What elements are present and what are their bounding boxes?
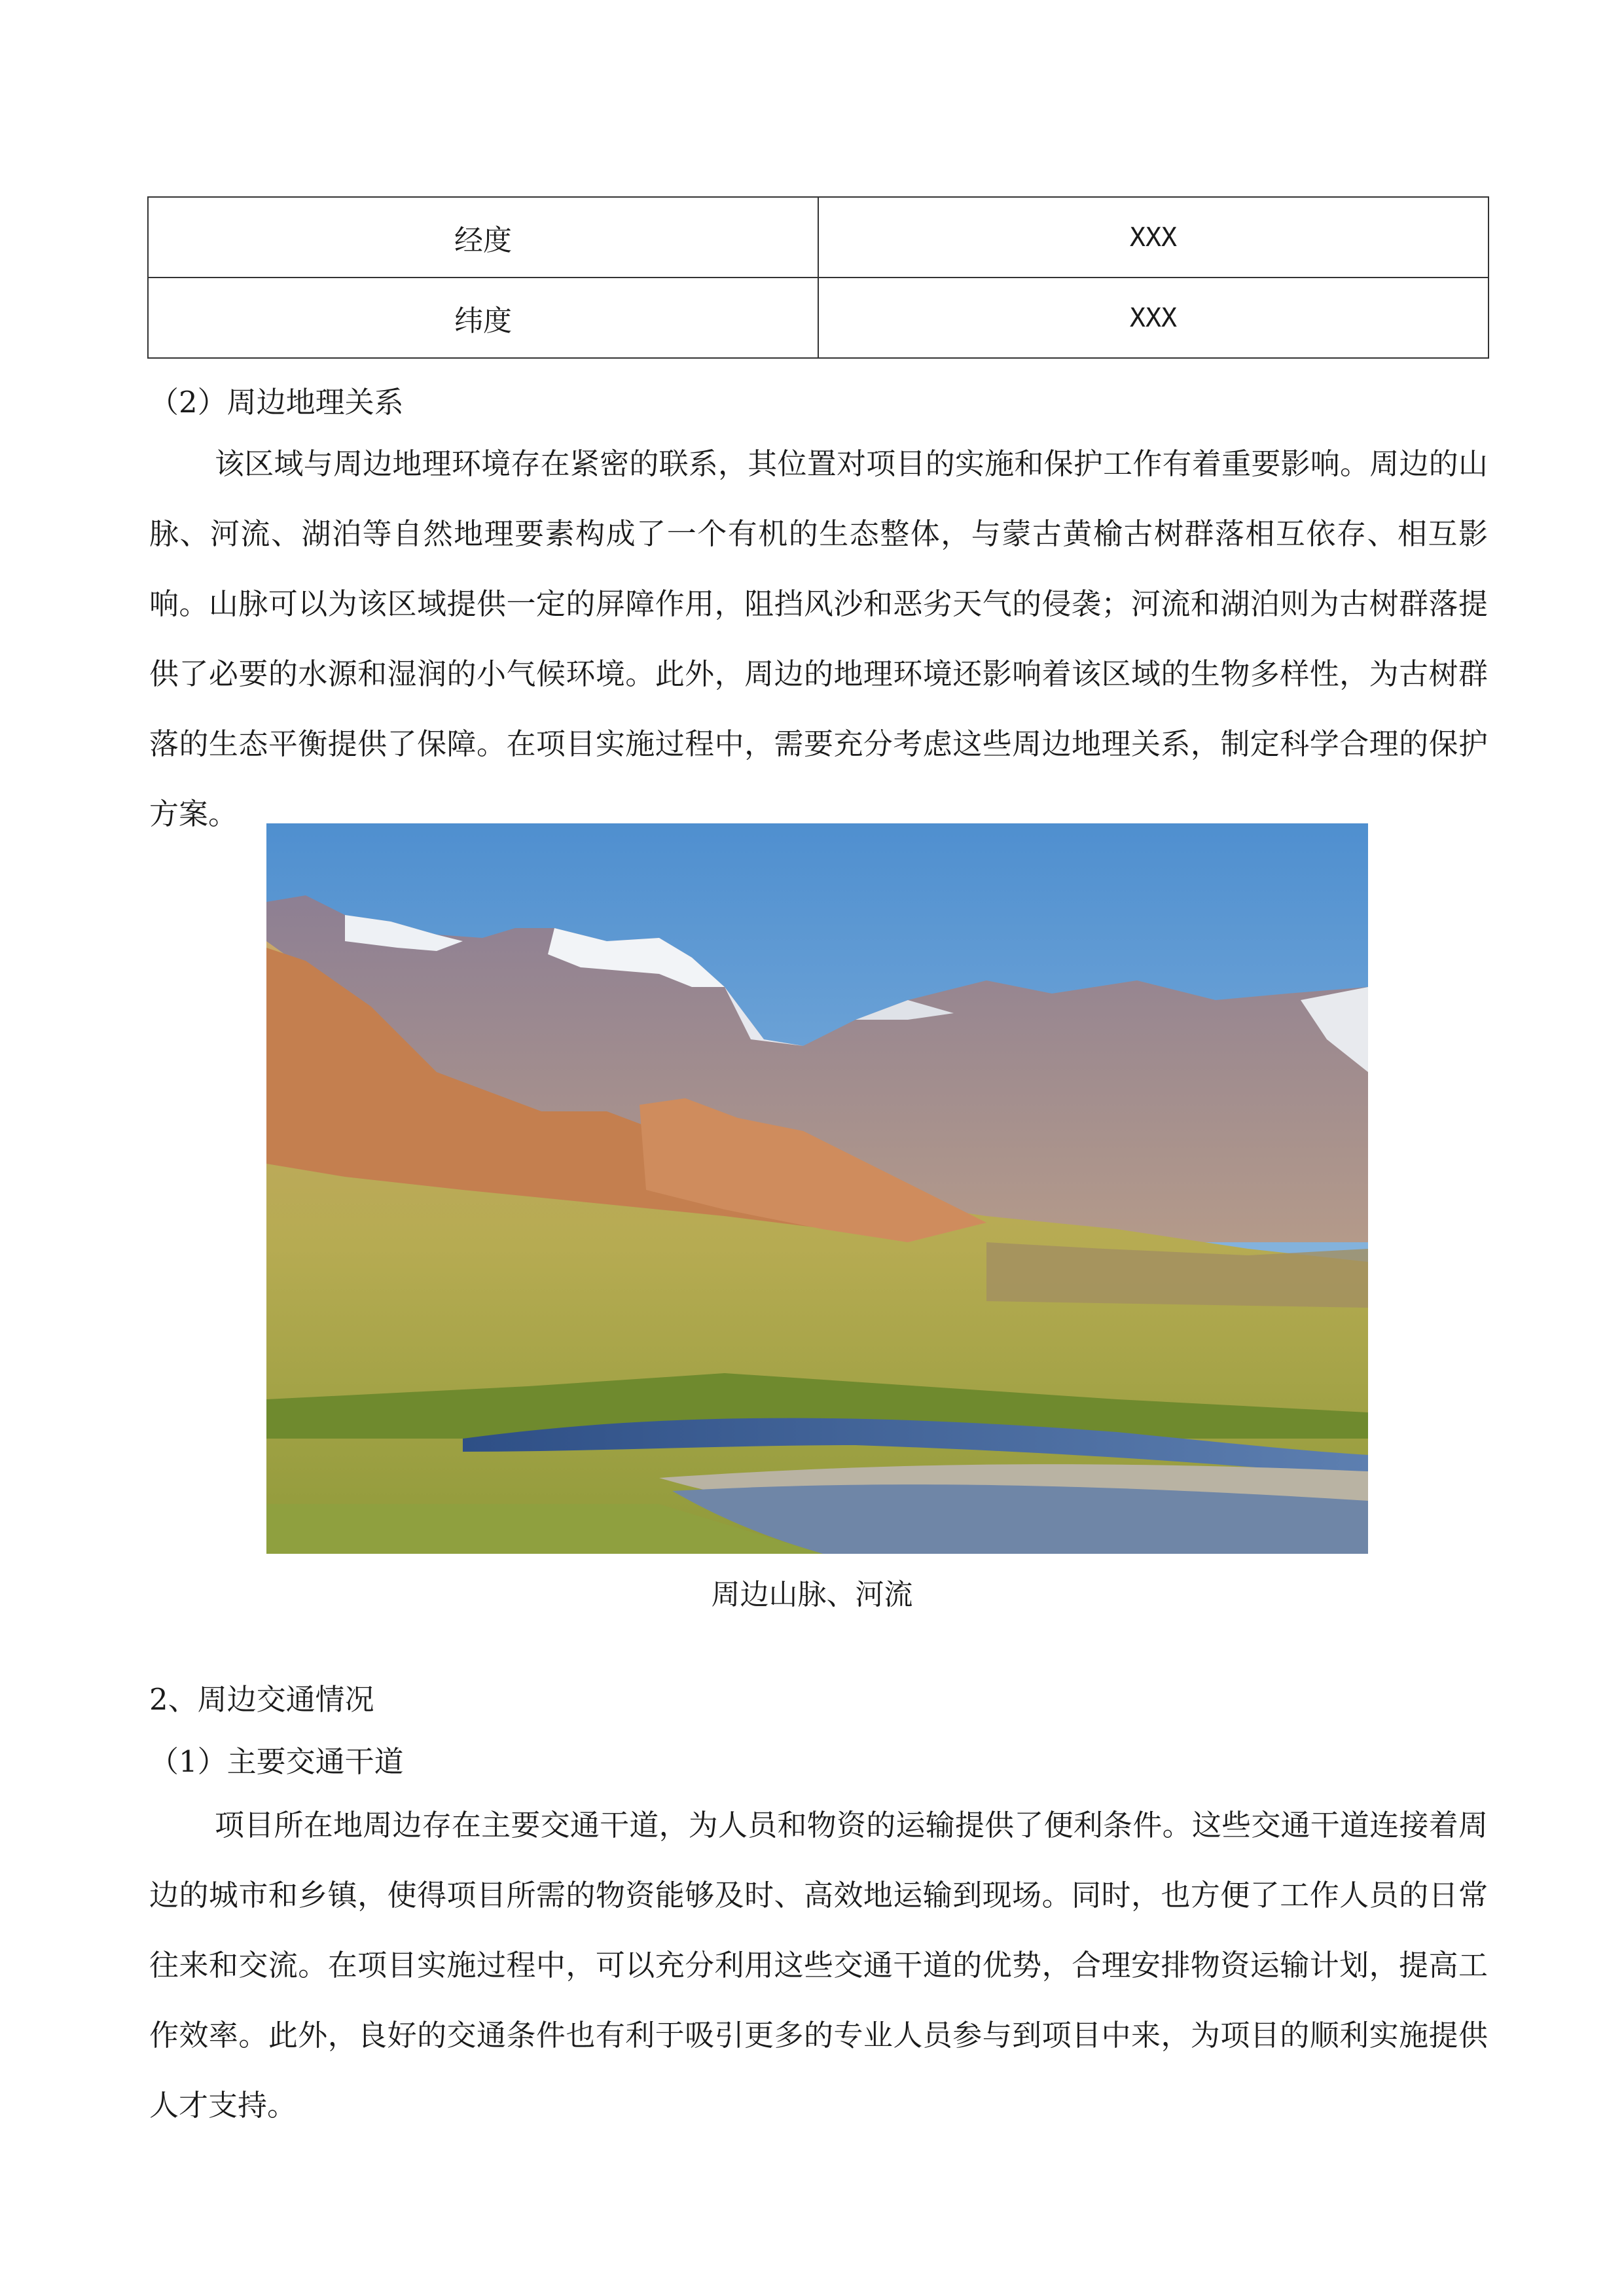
- coordinates-table: [147, 196, 1489, 359]
- section-heading-geo: （2）周边地理关系: [149, 385, 404, 420]
- landscape-photo: [266, 823, 1368, 1554]
- section-heading-traffic: 2、周边交通情况: [149, 1682, 374, 1717]
- paragraph-traffic: 项目所在地周边存在主要交通干道，为人员和物资的运输提供了便利条件。这些交通干道连接着周边的城市和乡镇，使得项目所需的物资能够及时、高效地运输到现场。同时，也方便了工作人员的日常往来和交流。在项目实施过程中，可以充分利用这些交通干道的优势，合理安排物资运输计划，提高工作效率。此外，良好的交通条件也有利于吸引更多的专业人员参与到项目中来，为项目的顺利实施提供人才支持。: [149, 1808, 1488, 2123]
- subheading-main-roads: （1）主要交通干道: [149, 1744, 404, 1779]
- table-row: [148, 278, 1489, 358]
- table-cell-value: XXX: [818, 197, 1489, 278]
- table-row: [148, 197, 1489, 278]
- table-cell-value: XXX: [818, 278, 1489, 358]
- paragraph-geo: 该区域与周边地理环境存在紧密的联系，其位置对项目的实施和保护工作有着重要影响。周边的山脉、河流、湖泊等自然地理要素构成了一个有机的生态整体，与蒙古黄榆古树群落相互依存、相互影响。山脉可以为该区域提供一定的屏障作用，阻挡风沙和恶劣天气的侵袭；河流和湖泊则为古树群落提供了必要的水源和湿润的小气候环境。此外，周边的地理环境还影响着该区域的生物多样性，为古树群落的生态平衡提供了保障。在项目实施过程中，需要充分考虑这些周边地理关系，制定科学合理的保护方案。: [149, 446, 1488, 831]
- table-cell-label: 经度: [148, 197, 818, 278]
- table-cell-label: 纬度: [148, 278, 818, 358]
- figure-caption: 周边山脉、河流: [711, 1578, 913, 1611]
